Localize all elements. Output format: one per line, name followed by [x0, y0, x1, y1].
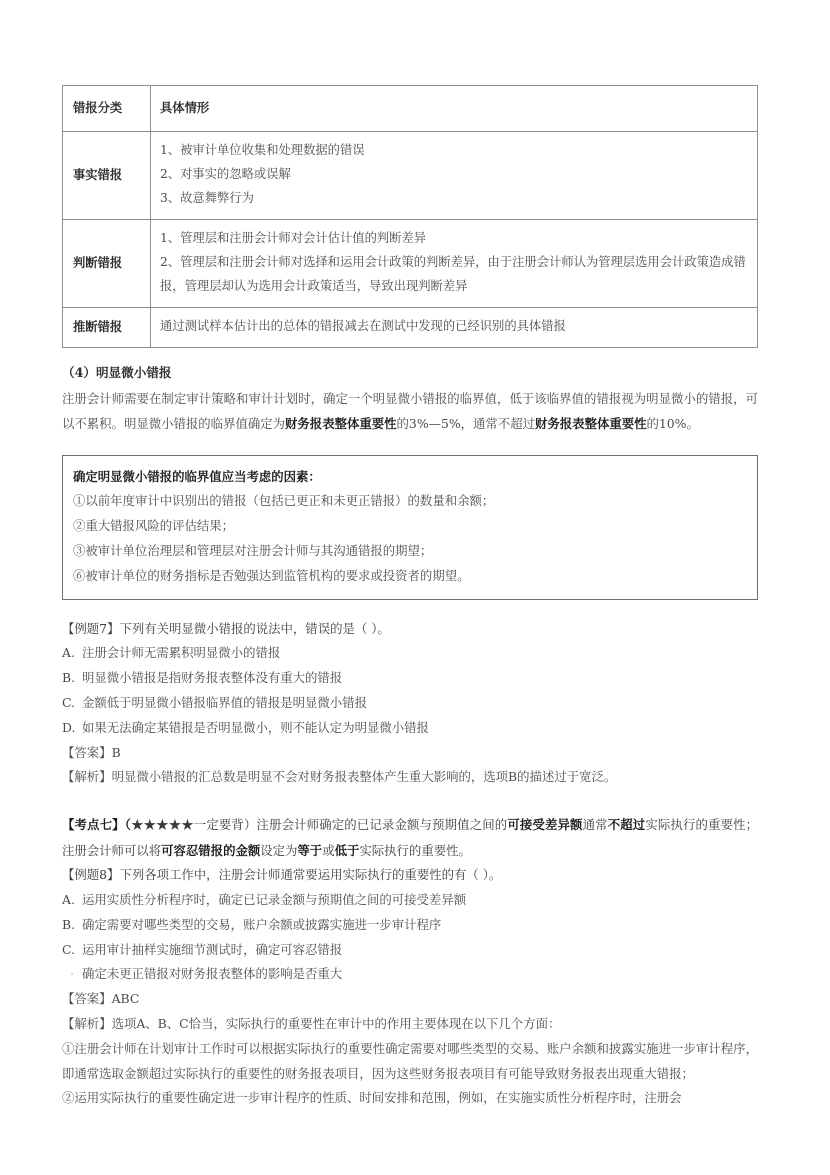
row-category-judgmental: 判断错报 [63, 219, 151, 307]
paragraph-text-part3: 的10%。 [646, 415, 699, 431]
misstatement-classification-table [62, 85, 758, 348]
paragraph-text-part2: 的3%—5%，通常不超过 [396, 415, 535, 431]
paragraph-bold-part1: 财务报表整体重要性 [285, 415, 397, 431]
detail-line: 2、对事实的忽略或误解 [160, 166, 291, 181]
option-text: 运用实质性分析程序时，确定已记录金额与预期值之间的可接受差异额 [82, 891, 467, 907]
answer-value: ABC [111, 991, 140, 1007]
factors-box-item: ②重大错报风险的评估结果； [73, 518, 235, 534]
table-row [63, 307, 758, 347]
detail-line: 1、被审计单位收集和处理数据的错误 [160, 142, 365, 157]
detail-line: 通过测试样本估计出的总体的错报减去在测试中发现的已经识别的具体错报 [160, 318, 566, 333]
option-marker: A. [62, 891, 75, 907]
key-point-bold-2: 不超过 [607, 817, 646, 833]
option-text: 金额低于明显微小错报临界值的错报是明显微小错报 [82, 695, 367, 711]
question-8-answer [62, 987, 758, 1012]
table-header-category: 错报分类 [63, 86, 151, 132]
key-point-7-paragraph [62, 812, 758, 863]
row-category-factual: 事实错报 [63, 131, 151, 219]
answer-label: 【答案】 [62, 744, 112, 760]
option-marker: B. [62, 670, 76, 686]
section-paragraph-clearly-trivial [62, 387, 758, 436]
key-point-mid-2: 实际执行的重要性；注册会计师可以将 [62, 817, 759, 858]
factors-callout-box [62, 455, 758, 600]
example-question-8 [62, 863, 758, 1111]
table-header-row [63, 86, 758, 132]
key-point-mid-1: 通常 [582, 817, 608, 833]
option-text: 确定未更正错报对财务报表整体的影响是否重大 [82, 966, 343, 982]
table-header-detail: 具体情形 [151, 86, 758, 132]
question-8-option-d [62, 962, 758, 987]
detail-line: 3、故意舞弊行为 [160, 190, 254, 205]
paragraph-text-part1: 注册会计师需要在制定审计策略和审计计划时，确定一个明显微小错报的临界值，低于该临界值的错报视为明显微小的错报，可以不累积。明显微小错报的临界值确定为 [62, 391, 758, 431]
row-detail-projected [151, 307, 758, 347]
explanation-text: 明显微小错报的汇总数是明显不会对财务报表整体产生重大影响的，选项B的描述过于宽泛。 [111, 769, 617, 785]
question-8-explanation-item-2: ②运用实际执行的重要性确定进一步审计程序的性质、时间安排和范围，例如，在实施实质性分析程序时，注册会 [62, 1090, 682, 1106]
row-detail-factual [151, 131, 758, 219]
key-point-bold-4: 等于 [297, 842, 323, 858]
factors-box-item: ③被审计单位治理层和管理层对注册会计师与其沟通错报的期望； [73, 542, 433, 558]
option-marker: C. [62, 941, 75, 957]
option-marker: A. [62, 645, 75, 661]
explanation-intro-text: 选项A、B、C恰当，实际执行的重要性在审计中的作用主要体现在以下几个方面： [111, 1016, 561, 1031]
section-spacer [62, 790, 758, 812]
option-text: 运用审计抽样实施细节测试时，确定可容忍错报 [82, 941, 343, 957]
question-7-option-c [62, 691, 758, 716]
factors-box-item: ⑥被审计单位的财务指标是否勉强达到监管机构的要求或投资者的期望。 [73, 567, 470, 583]
explanation-label: 【解析】 [62, 1016, 112, 1031]
explanation-label: 【解析】 [62, 769, 112, 785]
key-point-bold-1: 可接受差异额 [507, 817, 583, 833]
option-text: 注册会计师无需累积明显微小的错报 [82, 645, 281, 661]
option-marker: B. [62, 916, 76, 932]
option-marker: C. [62, 695, 75, 711]
question-8-option-c [62, 938, 758, 963]
question-8-option-b [62, 913, 758, 938]
question-8-explanation-intro [62, 1012, 758, 1037]
answer-value: B [111, 744, 121, 760]
table-row [63, 131, 758, 219]
option-marker-bullet-icon: · [70, 969, 74, 980]
key-point-label-tail: 一定要背）注册会计师确定的已记录金额与预期值之间的 [193, 817, 508, 833]
key-point-bold-5: 低于 [334, 842, 360, 858]
row-category-projected: 推断错报 [63, 307, 151, 347]
question-7-stem: 【例题7】下列有关明显微小错报的说法中，错误的是（ ）。 [62, 620, 390, 636]
option-marker: D. [62, 719, 76, 735]
key-point-mid-4: 或 [322, 842, 335, 858]
paragraph-bold-part2: 财务报表整体重要性 [535, 415, 647, 431]
question-8-option-a [62, 888, 758, 913]
row-detail-judgmental [151, 219, 758, 307]
option-text: 明显微小错报是指财务报表整体没有重大的错报 [82, 670, 343, 686]
difficulty-stars-icon: ★★★★★ [131, 817, 194, 833]
example-question-7 [62, 617, 758, 791]
key-point-tail: 实际执行的重要性。 [359, 842, 471, 858]
detail-line: 2、管理层和注册会计师对选择和运用会计政策的判断差异，由于注册会计师认为管理层选用会计政策造成错报，管理层却认为选用会计政策适当，导致出现判断差异 [160, 254, 746, 293]
key-point-label: 【考点七】（ [62, 817, 132, 833]
answer-label: 【答案】 [62, 991, 112, 1007]
question-8-explanation-item-1: ①注册会计师在计划审计工作时可以根据实际执行的重要性确定需要对哪些类型的交易、账户余额和披露实施进一步审计程序，即通常选取金额超过实际执行的重要性的财务报表项目，因为这些财务报表项目有可能导致财务报表出现重大错报； [62, 1040, 758, 1081]
table-row [63, 219, 758, 307]
question-8-stem: 【例题8】下列各项工作中，注册会计师通常要运用实际执行的重要性的有（ ）。 [62, 867, 502, 883]
key-point-bold-3: 可容忍错报的金额 [161, 842, 261, 858]
question-7-option-a [62, 641, 758, 666]
question-7-explanation [62, 765, 758, 790]
question-7-answer [62, 741, 758, 766]
question-7-option-b [62, 666, 758, 691]
factors-box-item: ①以前年度审计中识别出的错报（包括已更正和未更正错报）的数量和余额； [73, 493, 495, 509]
question-7-option-d [62, 716, 758, 741]
key-point-mid-3: 设定为 [260, 842, 298, 858]
factors-box-title: 确定明显微小错报的临界值应当考虑的因素： [73, 468, 321, 484]
option-text: 如果无法确定某错报是否明显微小，则不能认定为明显微小错报 [82, 719, 429, 735]
section-title-clearly-trivial: （4）明显微小错报 [62, 364, 172, 380]
detail-line: 1、管理层和注册会计师对会计估计值的判断差异 [160, 230, 427, 245]
option-text: 确定需要对哪些类型的交易，账户余额或披露实施进一步审计程序 [82, 916, 442, 932]
